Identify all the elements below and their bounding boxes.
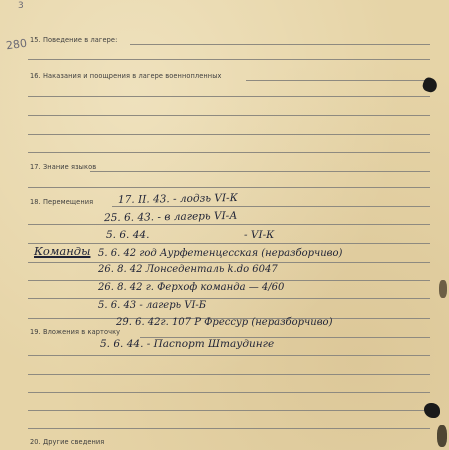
- section-18-label: 18. Перемещения: [30, 198, 94, 206]
- move-entry-1: 17. II. 43. - лодзь VI-К: [117, 191, 238, 207]
- rule-line: [28, 410, 430, 411]
- rule-line: [28, 374, 430, 375]
- rule-line: [28, 96, 430, 97]
- rule-line: [28, 262, 430, 263]
- section-17-label: 17. Знание языков: [30, 163, 97, 171]
- rule-line: [28, 428, 430, 429]
- komando-entry-4: 5. 6. 43 - лагерь VI-Б: [98, 300, 207, 311]
- rule-line: [112, 206, 430, 207]
- rule-line: [28, 355, 430, 356]
- move-entry-3-date: 5. 6. 44.: [106, 229, 150, 241]
- section-20-label: 20. Другие сведения: [30, 438, 105, 446]
- rule-line: [28, 298, 430, 299]
- corner-number: 280: [5, 36, 28, 53]
- rule-line: [28, 224, 430, 225]
- komando-entry-2: 26. 8. 42 Лонседенталь k.do 6047: [98, 264, 278, 275]
- move-entry-3-place: - VI-К: [244, 229, 275, 241]
- edge-stain: [437, 425, 447, 447]
- ink-blot: [424, 403, 440, 418]
- rule-line: [28, 280, 430, 281]
- move-entry-2: 25. 6. 43. - в лагерь VI-А: [103, 209, 238, 225]
- komando-entry-1: 5. 6. 42 год Аурфетенцесская (неразборчиво): [98, 248, 343, 259]
- rule-line: [90, 171, 430, 172]
- komando-label: Команды: [34, 244, 91, 258]
- section-15-label: 15. Поведение в лагере:: [30, 36, 118, 44]
- ink-blot: [421, 76, 439, 94]
- section-19-label: 19. Вложения в карточку: [30, 328, 121, 336]
- rule-line: [28, 115, 430, 116]
- corner-mark-small: 3: [18, 1, 24, 11]
- rule-line: [28, 59, 430, 60]
- rule-line: [28, 134, 430, 135]
- rule-line: [28, 152, 430, 153]
- rule-line: [28, 187, 430, 188]
- attachment-entry-2: 5. 6. 44. - Паспорт Штаудинге: [100, 338, 275, 350]
- rule-line: [130, 44, 430, 45]
- section-16-label: 16. Наказания и поощрения в лагере военнопленных: [30, 72, 222, 80]
- rule-line: [246, 80, 430, 81]
- attachment-entry-1: 29. 6. 42г. 107 Р Фрессур (неразборчиво): [116, 317, 333, 328]
- rule-line: [28, 392, 430, 393]
- edge-stain: [439, 280, 447, 298]
- komando-entry-3: 26. 8. 42 г. Ферхоф команда — 4/60: [98, 282, 285, 293]
